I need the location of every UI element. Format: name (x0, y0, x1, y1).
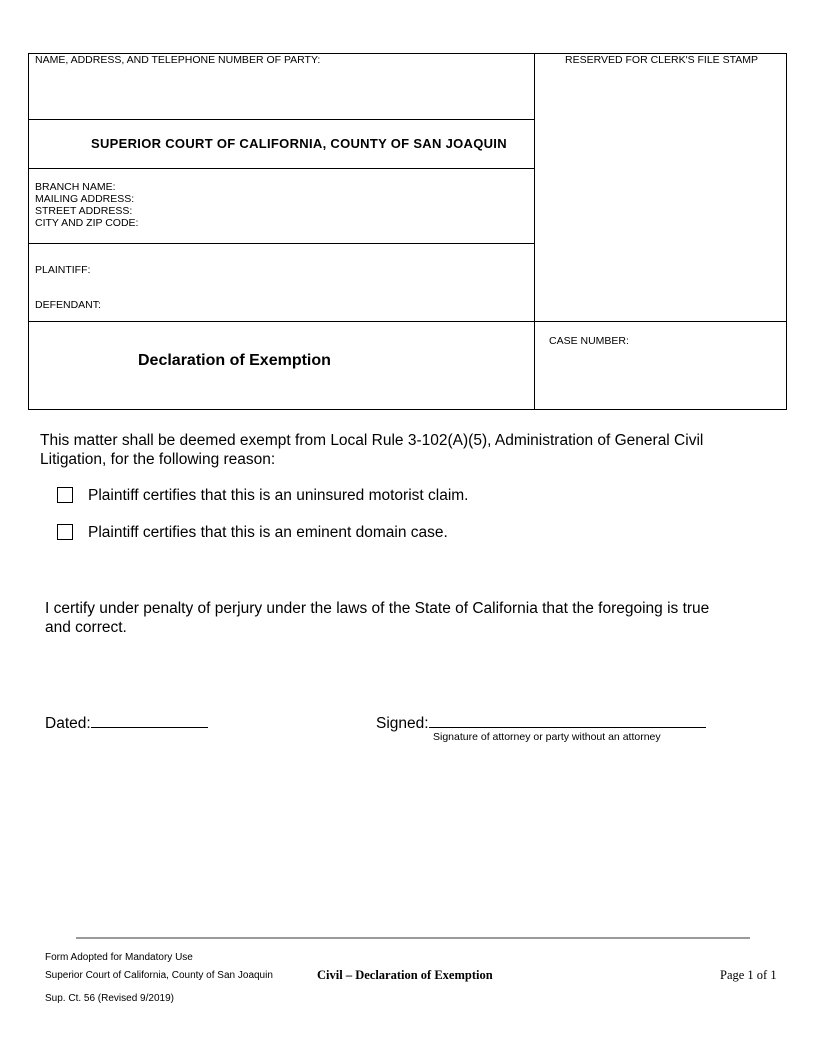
branch-name-label: BRANCH NAME: (35, 181, 116, 193)
dated-blank[interactable] (91, 711, 208, 728)
uninsured-motorist-checkbox[interactable] (57, 487, 73, 503)
footer-form-id: Sup. Ct. 56 (Revised 9/2019) (45, 993, 174, 1004)
footer-rule (76, 937, 750, 939)
footer-court: Superior Court of California, County of San Joaquin (45, 970, 273, 981)
mailing-address-label: MAILING ADDRESS: (35, 193, 135, 205)
defendant-label: DEFENDANT: (35, 299, 101, 311)
signed-field (376, 711, 706, 733)
signature-blank[interactable] (429, 711, 706, 728)
party-label: NAME, ADDRESS, AND TELEPHONE NUMBER OF PARTY: (35, 54, 321, 66)
intro-paragraph (40, 431, 703, 469)
uninsured-motorist-label: Plaintiff certifies that this is an uninsured motorist claim. (88, 487, 469, 504)
dated-label: Dated: (45, 715, 91, 732)
street-address-label: STREET ADDRESS: (35, 205, 133, 217)
caption-vertical-divider (534, 53, 535, 410)
eminent-domain-checkbox[interactable] (57, 524, 73, 540)
case-number-label: CASE NUMBER: (549, 335, 629, 347)
eminent-domain-label: Plaintiff certifies that this is an eminent domain case. (88, 524, 448, 541)
certify-line: I certify under penalty of perjury under the laws of the State of California that the foregoing is true (45, 600, 710, 617)
form-title: Declaration of Exemption (138, 352, 331, 369)
signed-label: Signed: (376, 715, 429, 732)
caption-divider (28, 119, 535, 120)
footer-page-number: Page 1 of 1 (720, 968, 777, 982)
footer-form-title: Civil – Declaration of Exemption (317, 968, 493, 982)
city-zip-label: CITY AND ZIP CODE: (35, 217, 139, 229)
signature-caption: Signature of attorney or party without an attorney (433, 731, 661, 743)
clerk-stamp-label: RESERVED FOR CLERK'S FILE STAMP (565, 54, 758, 66)
plaintiff-label: PLAINTIFF: (35, 264, 91, 276)
dated-field (45, 711, 208, 733)
address-labels (35, 181, 138, 229)
court-name: SUPERIOR COURT OF CALIFORNIA, COUNTY OF SAN JOAQUIN (91, 136, 507, 151)
certify-line: and correct. (45, 619, 127, 636)
footer-adopted: Form Adopted for Mandatory Use (45, 952, 193, 963)
certification-paragraph (45, 599, 709, 637)
caption-divider-full (28, 321, 787, 322)
caption-divider (28, 243, 535, 244)
intro-line: Litigation, for the following reason: (40, 451, 276, 468)
caption-divider (28, 168, 535, 169)
intro-line: This matter shall be deemed exempt from Local Rule 3-102(A)(5), Administration of General Civil (40, 432, 704, 449)
